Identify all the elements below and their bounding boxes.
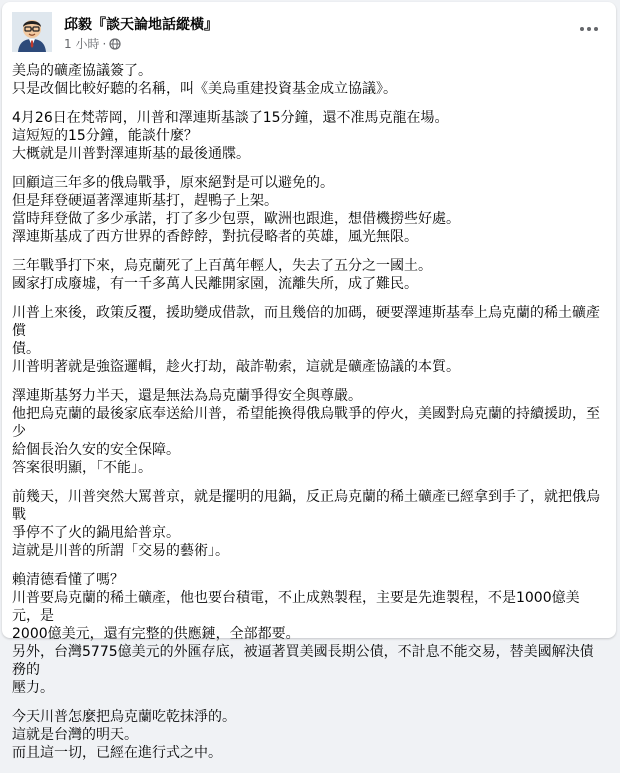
post-text-line: 另外，台灣5775億美元的外匯存底，被逼著買美國長期公債，不計息不能交易，替美國解決債務的 — [12, 644, 594, 678]
post-text-line: 三年戰爭打下來，烏克蘭死了上百萬年輕人，失去了五分之一國土。 — [12, 258, 432, 274]
post-text-line: 爭停不了火的鍋甩給普京。 — [12, 525, 180, 541]
post-paragraph — [12, 571, 606, 697]
post-meta — [64, 35, 121, 53]
post-text-line: 大概就是川普對澤連斯基的最後通牒。 — [12, 146, 250, 162]
post-text-line: 2000億美元，還有完整的供應鏈，全部都要。 — [12, 626, 300, 642]
post-body — [12, 62, 606, 773]
post-text-line: 而且這一切，已經在進行式之中。 — [12, 745, 222, 761]
post-text-line: 當時拜登做了多少承諾，打了多少包票，歐洲也跟進，想借機撈些好處。 — [12, 211, 460, 227]
post-text-line: 今天川普怎麼把烏克蘭吃乾抹淨的。 — [12, 709, 236, 725]
post-text-line: 給個長治久安的安全保障。 — [12, 442, 180, 458]
post-text-line: 澤連斯基努力半天，還是無法為烏克蘭爭得安全與尊嚴。 — [12, 388, 362, 404]
post-text-line: 前幾天，川普突然大罵普京，就是擺明的甩鍋，反正烏克蘭的稀土礦產已經拿到手了，就把俄烏戰 — [12, 489, 600, 523]
post-text-line: 澤連斯基成了西方世界的香餑餑，對抗侵略者的英雄，風光無限。 — [12, 229, 418, 245]
post-paragraph — [12, 488, 606, 560]
post-text-line: 川普要烏克蘭的稀土礦產，他也要台積電，不止成熟製程，主要是先進製程，不是1000億美元，是 — [12, 590, 580, 624]
more-options-button[interactable] — [572, 14, 606, 44]
post-paragraph — [12, 109, 606, 163]
post-text-line: 這短短的15分鐘，能談什麼？ — [12, 128, 198, 144]
post-card — [2, 2, 616, 761]
post-paragraph — [12, 304, 606, 376]
post-paragraph — [12, 387, 606, 477]
post-text-line: 川普上來後，政策反覆，援助變成借款，而且幾倍的加碼，硬要澤連斯基奉上烏克蘭的稀土礦產償 — [12, 305, 600, 339]
post-text-line: 壓力。 — [12, 680, 54, 696]
post-text-line: 他把烏克蘭的最後家底奉送給川普，希望能換得俄烏戰爭的停火，美國對烏克蘭的持續援助，至少 — [12, 406, 600, 440]
meta-separator: · — [102, 37, 107, 51]
post-text-line: 但是拜登硬逼著澤連斯基打，趕鴨子上架。 — [12, 193, 278, 209]
post-text-line: 這就是川普的所謂「交易的藝術」。 — [12, 543, 229, 559]
author-name[interactable]: 邱毅『談天論地話縱橫』 — [64, 17, 218, 33]
post-text-line: 答案很明顯，「不能」。 — [12, 460, 152, 476]
more-options-icon — [572, 14, 606, 44]
post-text-line: 這就是台灣的明天。 — [12, 727, 138, 743]
post-text-line: 川普明著就是強盜邏輯，趁火打劫，敲詐勒索，這就是礦產協議的本質。 — [12, 359, 460, 375]
avatar-cartoon-icon — [12, 12, 52, 52]
post-text-line: 4月26日在梵蒂岡，川普和澤連斯基談了15分鐘，還不准馬克龍在場。 — [12, 110, 449, 126]
post-paragraph — [12, 62, 606, 98]
post-text-line: 只是改個比較好聽的名稱，叫《美烏重建投資基金成立協議》。 — [12, 81, 397, 97]
post-text-line: 美烏的礦產協議簽了。 — [12, 63, 152, 79]
post-paragraph — [12, 257, 606, 293]
post-header — [12, 10, 606, 54]
post-paragraph — [12, 708, 606, 762]
post-time[interactable]: 1 小時 — [64, 37, 100, 51]
globe-icon — [109, 38, 121, 53]
post-text-line: 債。 — [12, 341, 40, 357]
author-avatar[interactable] — [12, 12, 52, 52]
post-text-line: 國家打成廢墟，有一千多萬人民離開家園，流離失所，成了難民。 — [12, 276, 418, 292]
post-text-line: 賴清德看懂了嗎？ — [12, 572, 124, 588]
post-paragraph — [12, 174, 606, 246]
post-text-line: 回顧這三年多的俄烏戰爭，原來絕對是可以避免的。 — [12, 175, 334, 191]
